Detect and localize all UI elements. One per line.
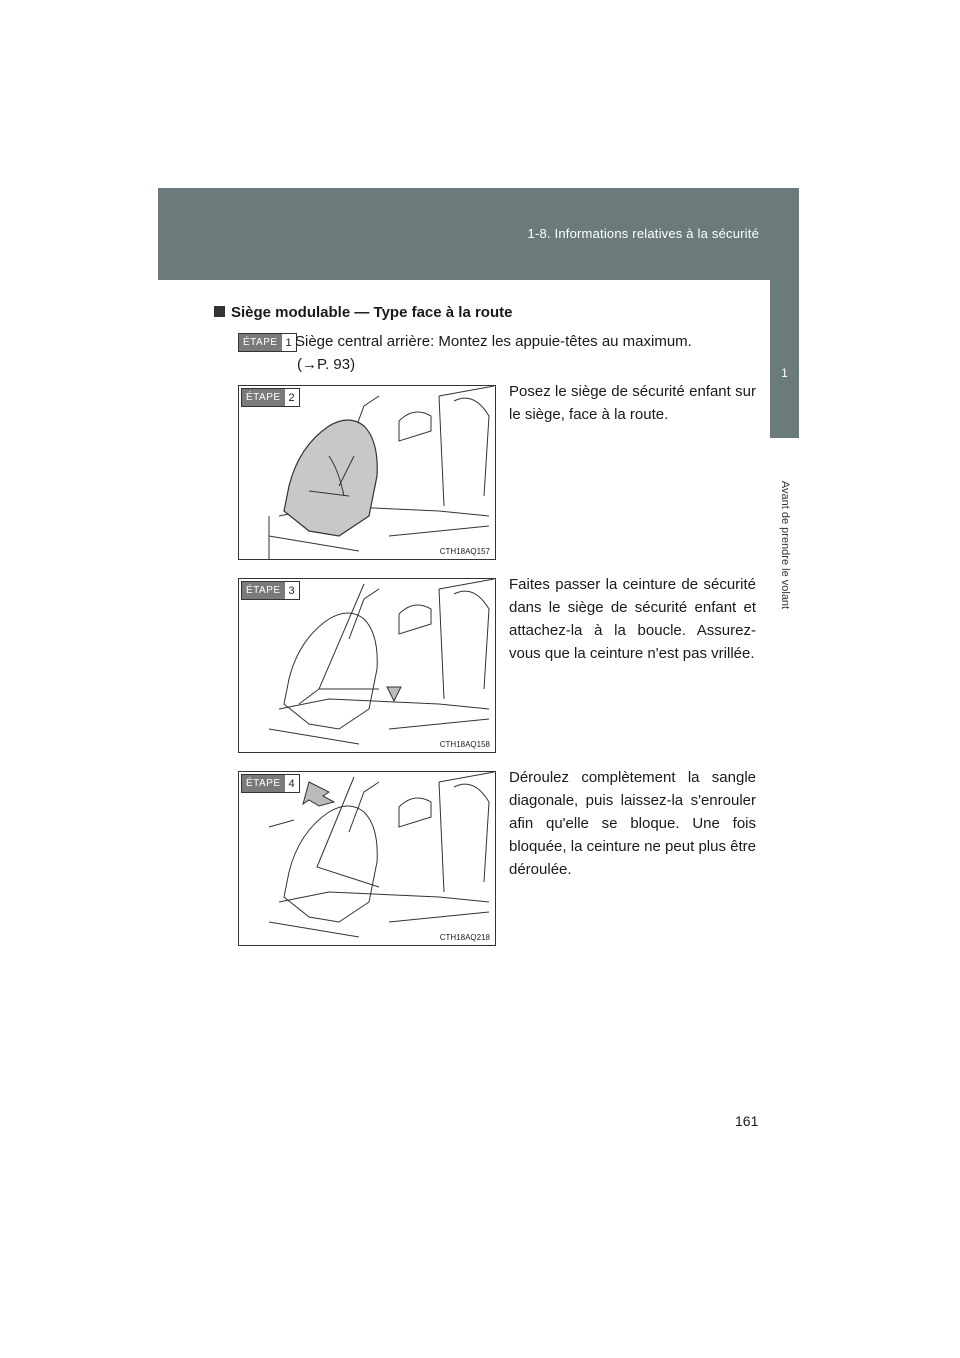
figure-id: CTH18AQ218 [439,933,490,942]
step-badge-2 [241,388,300,407]
step-1-reference: (→P. 93) [297,356,356,373]
step-number: 1 [282,334,296,351]
chapter-title: Avant de prendre le volant [779,480,791,610]
step-badge-3 [241,581,300,600]
section-title [214,304,512,321]
step-label: ÉTAPE [242,775,285,792]
figure-step-3 [238,578,496,753]
step-number: 4 [285,775,299,792]
header-section-title: 1-8. Informations relatives à la sécurité [527,226,759,241]
section-title-text: Siège modulable — Type face à la route [231,304,513,321]
chapter-number: 1 [781,366,788,380]
step-label: ÉTAPE [239,334,282,351]
step-1-text: Siège central arrière: Montez les appuie-têtes au maximum. [295,333,692,350]
step-number: 3 [285,582,299,599]
page-number: 161 [735,1113,759,1129]
figure-step-4 [238,771,496,946]
step-badge-1 [238,333,297,352]
belt-lock-illustration [239,772,495,945]
step-label: ÉTAPE [242,389,285,406]
figure-step-2 [238,385,496,560]
section-header [158,188,799,280]
step-label: ÉTAPE [242,582,285,599]
seatbelt-illustration [239,579,495,752]
figure-id: CTH18AQ157 [439,547,490,556]
step-2-text: Posez le siège de sécurité enfant sur le siège, face à la route. [509,383,756,423]
square-bullet-icon [214,306,225,317]
child-seat-illustration [239,386,495,559]
step-number: 2 [285,389,299,406]
step-badge-4 [241,774,300,793]
figure-id: CTH18AQ158 [439,740,490,749]
chapter-tab [770,280,799,438]
step-3-text: Faites passer la ceinture de sécurité dans le siège de sécurité enfant et attachez-la à la boucle. Assurez-vous que la ceinture n'est pas vrillée. [509,576,756,662]
step-4-text: Déroulez complètement la sangle diagonale, puis laissez-la s'enrouler afin qu'elle se bloque. Une fois bloquée, la ceinture ne peut plus être déroulée. [509,769,756,878]
